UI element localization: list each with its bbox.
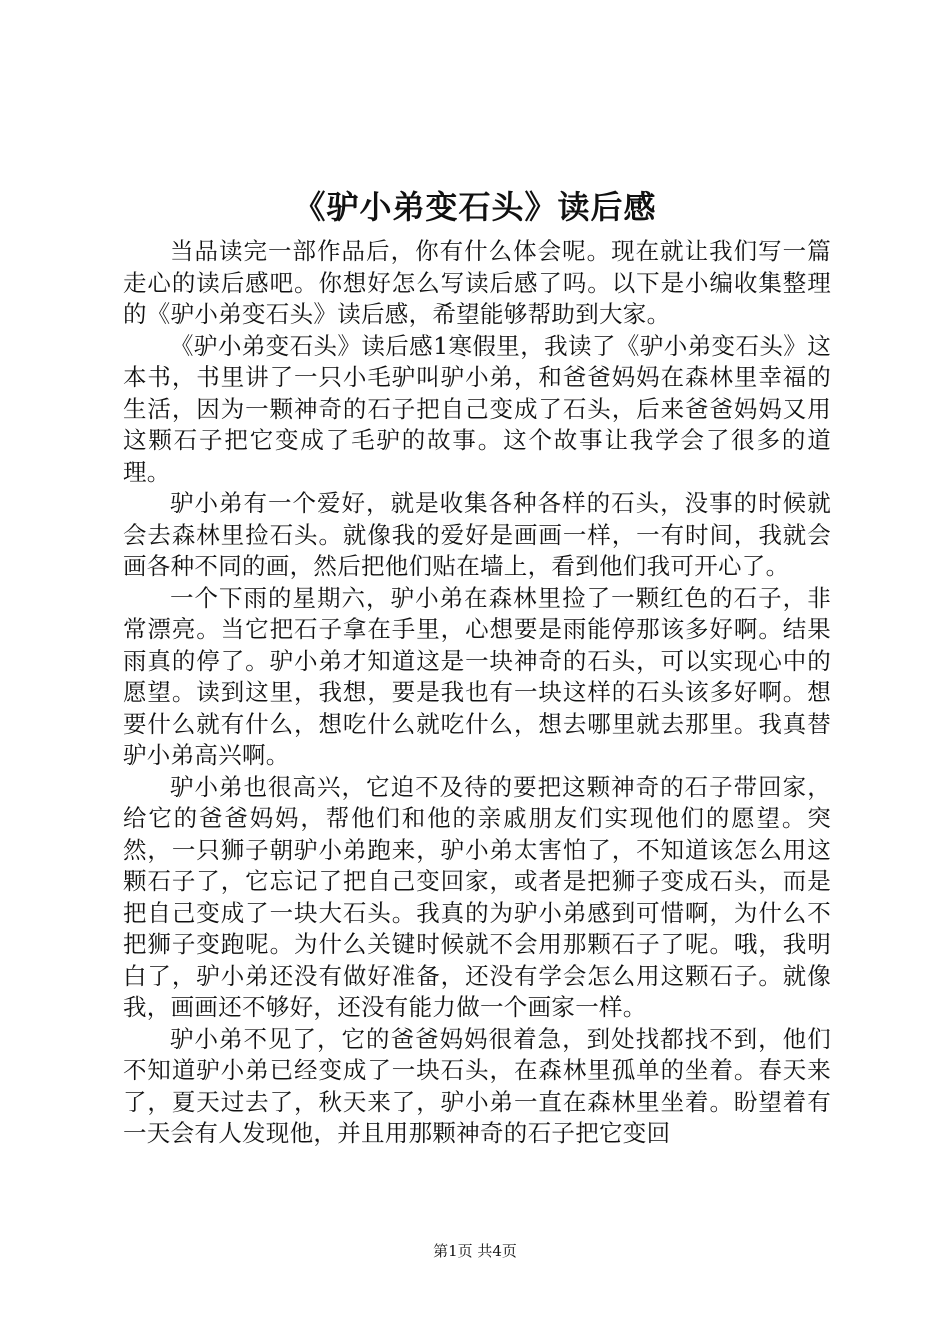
paragraph: 《驴小弟变石头》读后感1寒假里，我读了《驴小弟变石头》这本书，书里讲了一只小毛驴叫驴小弟，和爸爸妈妈在森林里幸福的生活，因为一颗神奇的石子把自己变成了石头，后来爸爸妈妈又用这颗石子把它变成了毛驴的故事。这个故事让我学会了很多的道理。 xyxy=(123,331,831,486)
paragraph: 一个下雨的星期六，驴小弟在森林里捡了一颗红色的石子，非常漂亮。当它把石子拿在手里，心想要是雨能停那该多好啊。结果雨真的停了。驴小弟才知道这是一块神奇的石头，可以实现心中的愿望。读到这里，我想，要是我也有一块这样的石头该多好啊。想要什么就有什么，想吃什么就吃什么，想去哪里就去那里。我真替驴小弟高兴啊。 xyxy=(123,583,831,769)
document-body xyxy=(123,236,831,1150)
page-number-footer: 第1页 共4页 xyxy=(433,1242,517,1260)
paragraph: 驴小弟有一个爱好，就是收集各种各样的石头，没事的时候就会去森林里捡石头。就像我的爱好是画画一样，一有时间，我就会画各种不同的画，然后把他们贴在墙上，看到他们我可开心了。 xyxy=(123,489,831,580)
document-title: 《驴小弟变石头》读后感 xyxy=(293,188,657,226)
paragraph: 驴小弟不见了，它的爸爸妈妈很着急，到处找都找不到，他们不知道驴小弟已经变成了一块石头，在森林里孤单的坐着。春天来了，夏天过去了，秋天来了，驴小弟一直在森林里坐着。盼望着有一天会有人发现他，并且用那颗神奇的石子把它变回 xyxy=(123,1024,831,1147)
paragraph: 驴小弟也很高兴，它迫不及待的要把这颗神奇的石子带回家，给它的爸爸妈妈，帮他们和他的亲戚朋友们实现他们的愿望。突然，一只狮子朝驴小弟跑来，驴小弟太害怕了，不知道该怎么用这颗石子了，它忘记了把自己变回家，或者是把狮子变成石头，而是把自己变成了一块大石头。我真的为驴小弟感到可惜啊，为什么不把狮子变跑呢。为什么关键时候就不会用那颗石子了呢。哦，我明白了，驴小弟还没有做好准备，还没有学会怎么用这颗石子。就像我，画画还不够好，还没有能力做一个画家一样。 xyxy=(123,772,831,1021)
paragraph: 当品读完一部作品后，你有什么体会呢。现在就让我们写一篇走心的读后感吧。你想好怎么写读后感了吗。以下是小编收集整理的《驴小弟变石头》读后感，希望能够帮助到大家。 xyxy=(123,237,831,328)
